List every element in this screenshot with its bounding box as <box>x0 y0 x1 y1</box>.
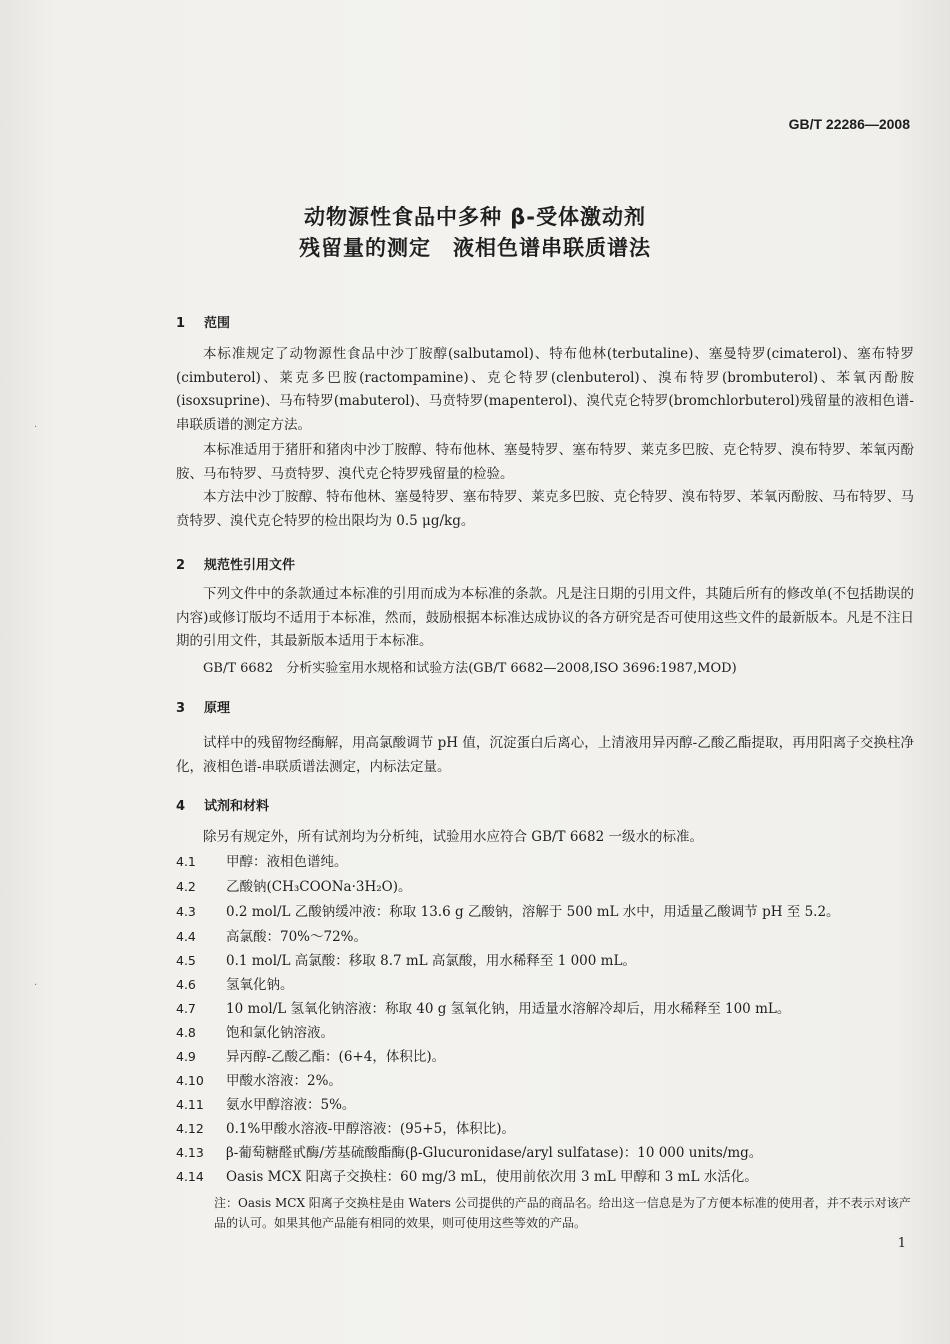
reagent-item: 4.13 β-葡萄糖醛甙酶/芳基硫酸酯酶(β-Glucuronidase/aryl sulfatase)：10 000 units/mg。 <box>176 1145 763 1161</box>
section-2-heading <box>176 554 295 573</box>
reagent-item: 4.6 氢氧化钠。 <box>176 977 294 993</box>
reagent-item: 4.10 甲酸水溶液：2%。 <box>176 1073 342 1089</box>
reagent-item: 4.7 10 mol/L 氢氧化钠溶液：称取 40 g 氢氧化钠，用适量水溶解冷却后，用水稀释至 100 mL。 <box>176 1001 791 1017</box>
note <box>214 1193 916 1233</box>
standard-number: GB/T 22286—2008 <box>788 116 910 132</box>
reagent-item: 4.4 高氯酸：70%～72%。 <box>176 929 368 945</box>
section-1-paragraph-2: 本标准适用于猪肝和猪肉中沙丁胺醇、特布他林、塞曼特罗、塞布特罗、莱克多巴胺、克仑特罗、溴布特罗、苯氧丙酚胺、马布特罗、马贲特罗、溴代克仑特罗残留量的检验。 <box>176 442 914 482</box>
section-number: 2 <box>176 558 186 573</box>
section-title: 原理 <box>204 701 231 716</box>
reagent-item: 4.8 饱和氯化钠溶液。 <box>176 1025 334 1041</box>
section-4-intro: 除另有规定外，所有试剂均为分析纯，试验用水应符合 GB/T 6682 一级水的标准。 <box>203 829 703 845</box>
section-1-paragraph-3: 本方法中沙丁胺醇、特布他林、塞曼特罗、塞布特罗、莱克多巴胺、克仑特罗、溴布特罗、苯氧丙酚胺、马布特罗、马贲特罗、溴代克仑特罗的检出限均为 0.5 μg/kg。 <box>176 489 914 529</box>
document-title-line-2: 残留量的测定 液相色谱串联质谱法 <box>299 236 651 260</box>
binding-mark: · <box>34 980 38 991</box>
note-label: 注： <box>214 1196 239 1210</box>
section-2-paragraph-1: 下列文件中的条款通过本标准的引用而成为本标准的条款。凡是注日期的引用文件，其随后所有的修改单(不包括勘误的内容)或修订版均不适用于本标准，然而，鼓励根据本标准达成协议的各方研究是否可使用这些文件的最新版本。凡是不注日期的引用文件，其最新版本适用于本标准。 <box>176 586 914 649</box>
reagent-item: 4.12 0.1%甲酸水溶液-甲醇溶液：(95+5，体积比)。 <box>176 1121 515 1137</box>
section-3-paragraph-1: 试样中的残留物经酶解，用高氯酸调节 pH 值，沉淀蛋白后离心，上清液用异丙醇-乙酸乙酯提取，再用阳离子交换柱净化，液相色谱-串联质谱法测定，内标法定量。 <box>176 735 914 775</box>
document-title-line-1: 动物源性食品中多种 β-受体激动剂 <box>303 205 647 229</box>
section-4-heading <box>176 795 269 814</box>
reagent-item: 4.1 甲醇：液相色谱纯。 <box>176 854 348 870</box>
section-1-heading <box>176 312 230 331</box>
binding-mark: · <box>34 422 38 433</box>
reagent-item: 4.2 乙酸钠(CH₃COONa·3H₂O)。 <box>176 879 412 895</box>
reagent-item: 4.5 0.1 mol/L 高氯酸：移取 8.7 mL 高氯酸，用水稀释至 1 000 mL。 <box>176 953 636 969</box>
reagent-item: 4.3 0.2 mol/L 乙酸钠缓冲液：称取 13.6 g 乙酸钠，溶解于 500 mL 水中，用适量乙酸调节 pH 至 5.2。 <box>176 904 840 920</box>
section-3-heading <box>176 697 230 716</box>
section-title: 范围 <box>204 316 231 331</box>
section-1-paragraph-1: 本标准规定了动物源性食品中沙丁胺醇(salbutamol)、特布他林(terbutaline)、塞曼特罗(cimaterol)、塞布特罗(cimbuterol)、莱克多巴胺(ractompamine)、克仑特罗(clenbuterol)、溴布特罗(brombuterol)、苯氧丙酚胺(isoxsuprine)、马布特罗(mabuterol)、马贲特罗(mapenterol)、溴代克仑特罗(bromchlorbuterol)残留量的液相色谱-串联质谱的测定方法。 <box>176 346 914 433</box>
section-number: 3 <box>176 701 186 716</box>
reagent-item: 4.9 异丙醇-乙酸乙酯：(6+4，体积比)。 <box>176 1049 446 1065</box>
section-title: 试剂和材料 <box>204 799 270 814</box>
reagent-item: 4.11 氨水甲醇溶液：5%。 <box>176 1097 356 1113</box>
normative-reference: GB/T 6682 分析实验室用水规格和试验方法(GB/T 6682—2008,ISO 3696:1987,MOD) <box>203 661 737 676</box>
section-title: 规范性引用文件 <box>204 558 296 573</box>
section-number: 1 <box>176 316 186 331</box>
page-number: 1 <box>897 1236 906 1251</box>
reagent-item: 4.14 Oasis MCX 阳离子交换柱：60 mg/3 mL，使用前依次用 3 mL 甲醇和 3 mL 水活化。 <box>176 1169 758 1185</box>
section-number: 4 <box>176 799 186 814</box>
note-text: Oasis MCX 阳离子交换柱是由 Waters 公司提供的产品的商品名。给出这一信息是为了方便本标准的使用者，并不表示对该产品的认可。如果其他产品能有相同的效果，则可使用这些等效的产品。 <box>214 1196 911 1230</box>
